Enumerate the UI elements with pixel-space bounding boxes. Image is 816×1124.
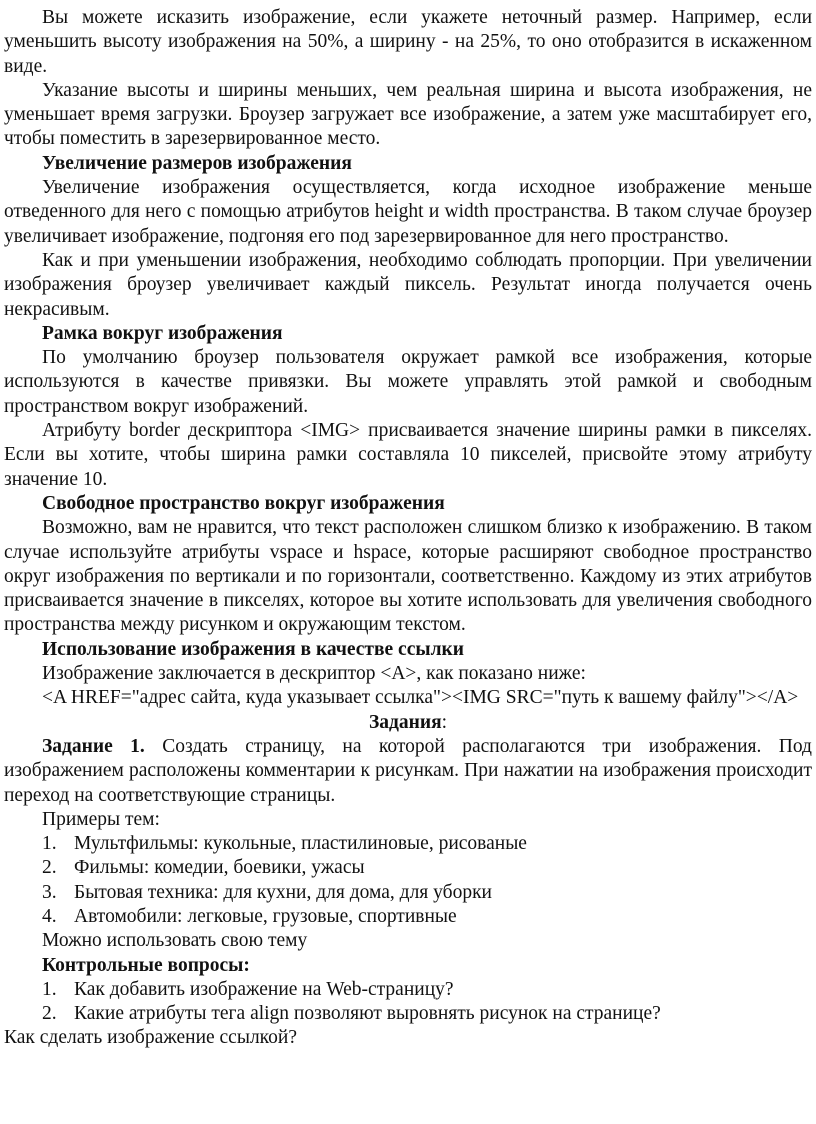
examples-label: Примеры тем: [42, 808, 160, 830]
task-1 [4, 735, 812, 808]
list-item-text: Фильмы: комедии, боевики, ужасы [74, 857, 365, 879]
list-item [42, 978, 812, 1002]
list-item-text: Как добавить изображение на Web-страницу? [74, 978, 454, 1000]
list-item [42, 1002, 812, 1026]
paragraph-distortion: Вы можете исказить изображение, если укажете неточный размер. Например, если уменьшить высоту изображения на 50%, а ширину - на 25%, то оно отобразится в искаженном виде. [4, 7, 812, 77]
list-item-number: 1. [42, 978, 57, 1000]
paragraph-border-default: По умолчанию броузер пользователя окружает рамкой все изображения, которые используются в качестве привязки. Вы можете управлять этой рамкой и свободным пространством вокруг изображений. [4, 347, 812, 417]
tasks-title [4, 711, 812, 735]
heading-image-link: Использование изображения в качестве ссылки [42, 638, 465, 660]
questions-list [4, 978, 812, 1027]
paragraph-border-attribute: Атрибуту border дескриптора <IMG> присваивается значение ширины рамки в пикселях. Если вы хотите, чтобы ширина рамки составляла 10 пикселей, присвойте этому атрибуту значение 10. [4, 420, 812, 490]
list-item-text: Бытовая техника: для кухни, для дома, для уборки [74, 881, 492, 903]
list-item-number: 2. [42, 1003, 57, 1025]
tasks-title-colon: : [441, 711, 448, 733]
heading-space: Свободное пространство вокруг изображения [42, 492, 445, 514]
list-item-text: Какие атрибуты тега align позволяют выровнять рисунок на странице? [74, 1003, 661, 1025]
heading-border: Рамка вокруг изображения [42, 322, 283, 344]
paragraph-proportions: Как и при уменьшении изображения, необходимо соблюдать пропорции. При увеличении изображения броузер увеличивает каждый пиксель. Результат иногда получается очень некрасивым. [4, 249, 812, 320]
paragraph-enlarge: Увеличение изображения осуществляется, когда исходное изображение меньше отведенного для него с помощью атрибутов height и width пространства. В таком случае броузер увеличивает изображение, подгоняя его под зарезервированное для него пространство. [4, 177, 812, 247]
own-topic-note: Можно использовать свою тему [42, 930, 308, 952]
list-item-number: 2. [42, 857, 57, 879]
paragraph-image-link: Изображение заключается в дескриптор <A>, как показано ниже: [42, 663, 586, 685]
heading-enlarge: Увеличение размеров изображения [42, 152, 352, 174]
tasks-title-text: Задания [368, 711, 442, 733]
code-example: <A HREF="адрес сайта, куда указывает ссылка"><IMG SRC="путь к вашему файлу"></A> [42, 687, 799, 709]
list-item [42, 881, 812, 905]
list-item-number: 1. [42, 833, 57, 855]
paragraph-space: Возможно, вам не нравится, что текст расположен слишком близко к изображению. В таком случае используйте атрибуты vspace и hspace, которые расширяют свободное пространство округ изображения по вертикали и по горизонтали, соответственно. Каждому из этих атрибутов присваивается значение в пикселях, которое вы хотите использовать для увеличения свободного пространства между рисунком и окружающим текстом. [4, 517, 812, 636]
task-1-label: Задание 1. [42, 735, 145, 757]
examples-list [4, 832, 812, 929]
list-item-number: 3. [42, 881, 57, 903]
list-item [42, 856, 812, 880]
list-item [42, 905, 812, 929]
questions-title: Контрольные вопросы: [42, 954, 250, 976]
list-item [42, 832, 812, 856]
paragraph-size-loading: Указание высоты и ширины меньших, чем реальная ширина и высота изображения, не уменьшает время загрузки. Броузер загружает все изображение, а затем уже масштабирует его, чтобы поместить в зарезервированное место. [4, 79, 812, 150]
question-image-link: Как сделать изображение ссылкой? [4, 1027, 297, 1049]
list-item-number: 4. [42, 905, 57, 927]
task-1-text: Создать страницу, на которой располагаются три изображения. Под изображением расположены комментарии к рисункам. При нажатии на изображения происходит переход на соответствующие страницы. [4, 735, 812, 806]
list-item-text: Мультфильмы: кукольные, пластилиновые, рисованые [74, 833, 527, 855]
list-item-text: Автомобили: легковые, грузовые, спортивные [74, 905, 457, 927]
